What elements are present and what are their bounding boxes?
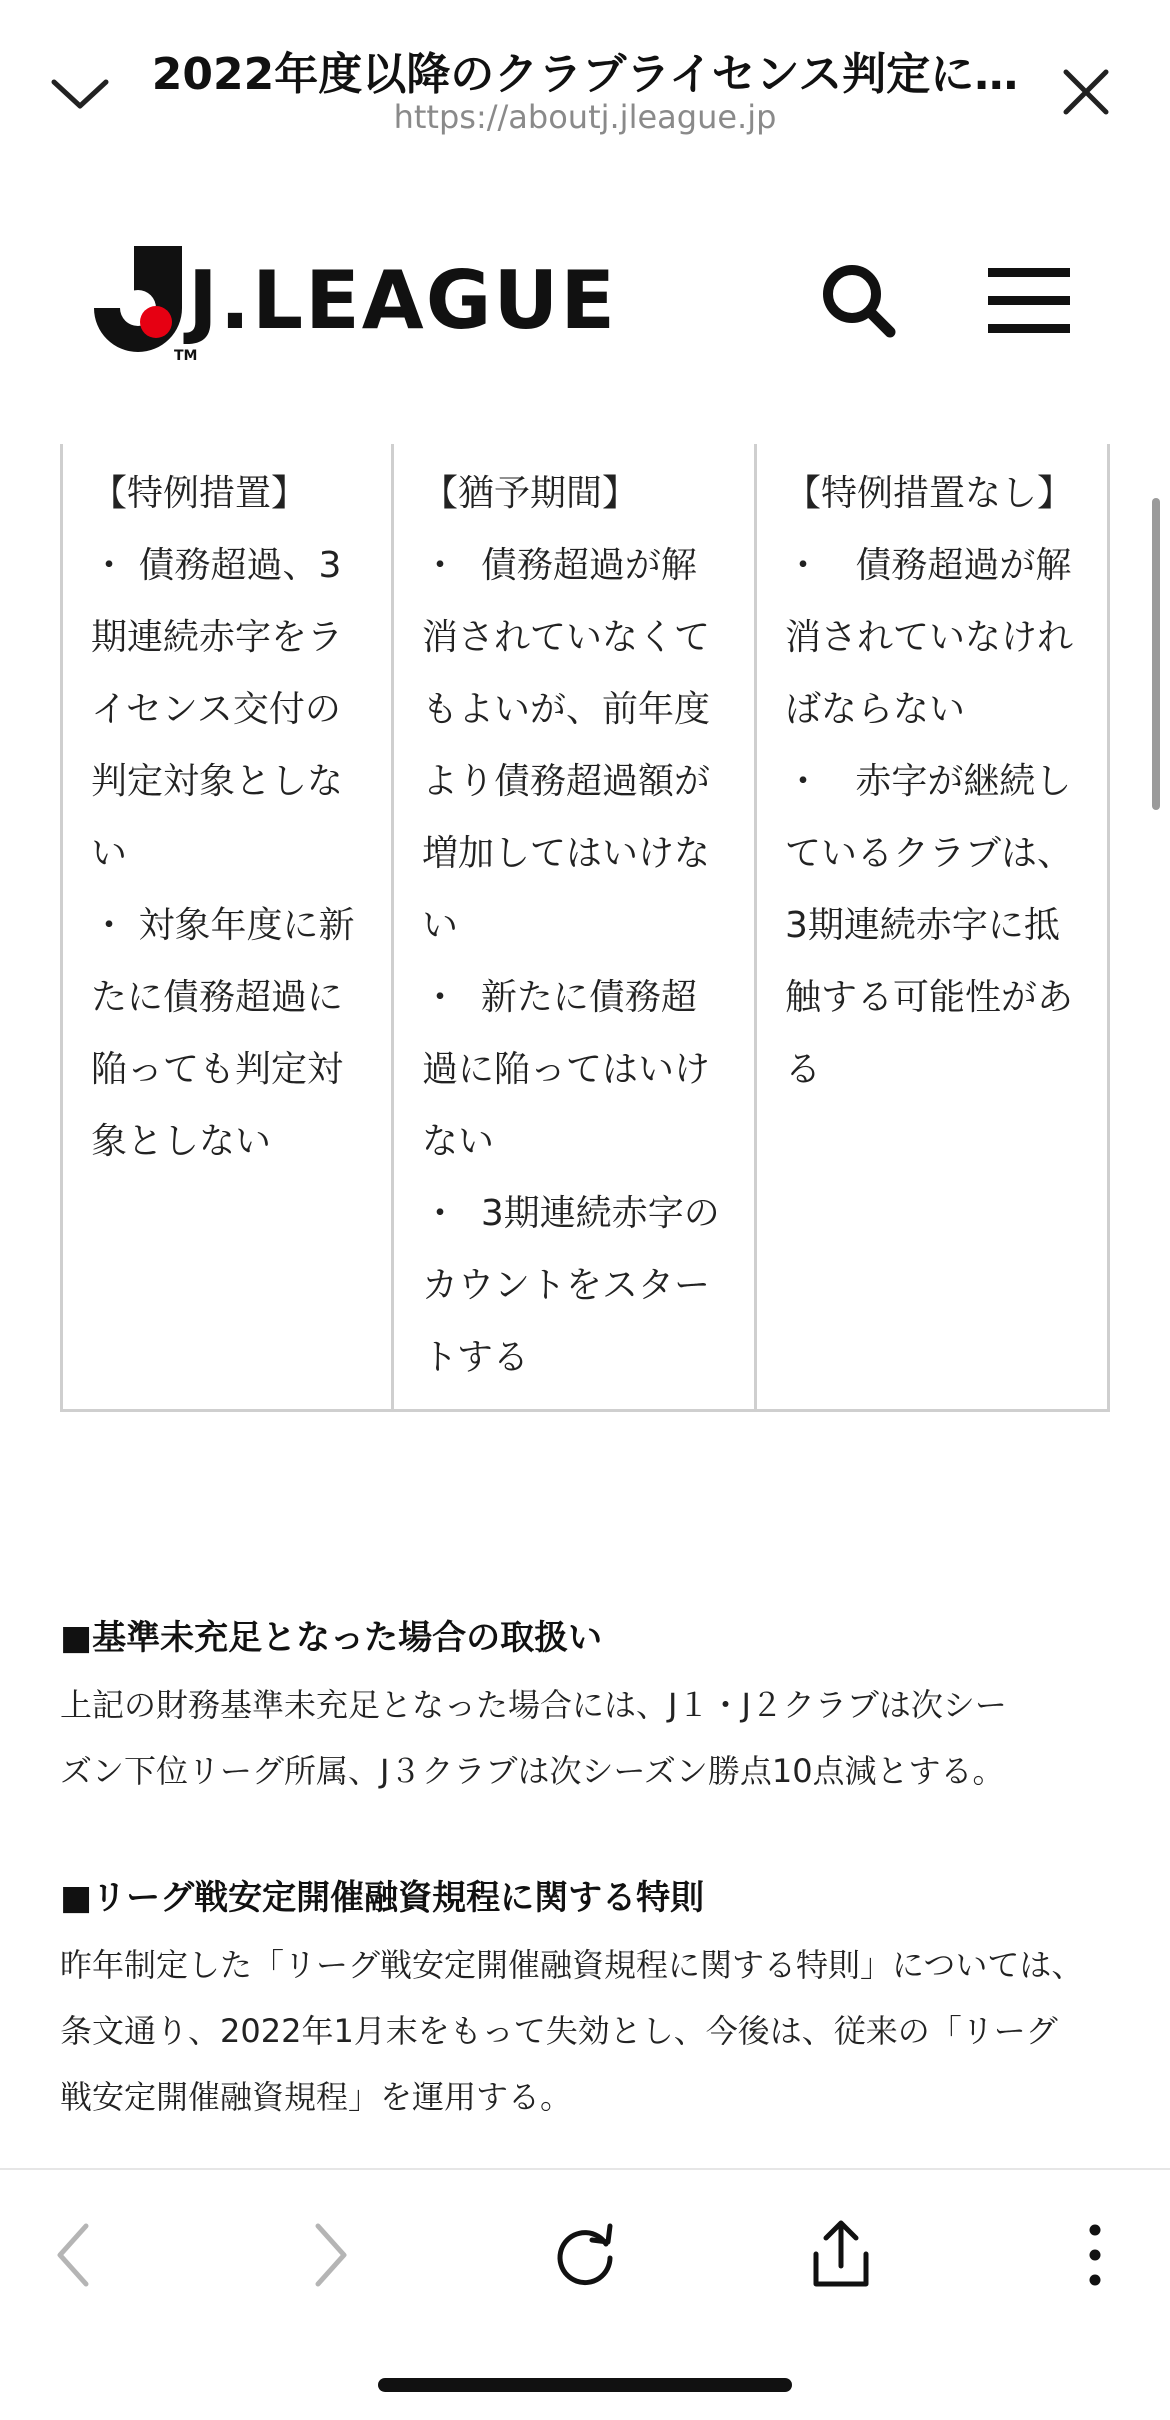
table-cell-line: ばならない — [785, 689, 966, 730]
table-cell-line: たに債務超過に — [91, 977, 344, 1018]
table-cell-line: ない — [422, 1121, 495, 1162]
home-indicator[interactable] — [378, 2378, 792, 2392]
table-cell-text — [785, 458, 1084, 1106]
table-cell-line: ・ 債務超過が解 — [422, 545, 697, 586]
section-body-line: 条文通り、2022年1月末をもって失効とし、今後は、従来の「リーグ — [60, 2012, 1058, 2050]
table-cell-line: イセンス交付の — [91, 689, 341, 730]
table-cell-line: 判定対象としな — [91, 761, 344, 802]
section-loan-rules — [60, 1870, 1120, 2130]
table-cell-line: ・ 赤字が継続し — [785, 761, 1072, 802]
table-cell-line: い — [422, 905, 459, 946]
section-body — [60, 1672, 1120, 1804]
table-cell-line: い — [91, 833, 128, 874]
reload-icon — [540, 2210, 630, 2300]
table-cell-line: ているクラブは、 — [785, 833, 1074, 874]
license-comparison-table — [60, 444, 1110, 1412]
reload-button[interactable] — [540, 2210, 630, 2300]
logo-wordmark: J.LEAGUE — [188, 254, 617, 347]
table-cell-line: 過に陥ってはいけ — [422, 1049, 711, 1090]
hamburger-menu-icon — [986, 260, 1072, 340]
page-url: https://aboutj.jleague.jp — [393, 98, 777, 136]
search-button[interactable] — [818, 260, 898, 340]
table-cell-line: もよいが、前年度 — [422, 689, 711, 730]
browser-top-bar — [0, 0, 1170, 158]
table-cell-line: ・ 債務超過が解 — [785, 545, 1072, 586]
section-heading: ■基準未充足となった場合の取扱い — [60, 1618, 603, 1658]
table-column-special-measures — [63, 444, 394, 1409]
table-cell-line: 期連続赤字をラ — [91, 617, 344, 658]
vertical-scrollbar[interactable] — [1152, 498, 1160, 810]
table-column-no-special-measures — [757, 444, 1110, 1409]
site-header — [0, 156, 1170, 436]
table-cell-line: 【特例措置なし】 — [785, 473, 1074, 514]
table-cell-line: ・ 新たに債務超 — [422, 977, 697, 1018]
section-body-line: 戦安定開催融資規程」を運用する。 — [60, 2078, 573, 2116]
back-arrow-icon — [30, 2210, 120, 2300]
table-cell-line: 触する可能性があ — [785, 977, 1074, 1018]
more-options-button[interactable] — [1050, 2210, 1140, 2300]
table-cell-line: 3期連続赤字に抵 — [785, 905, 1060, 946]
forward-arrow-icon — [284, 2210, 374, 2300]
more-vertical-icon — [1050, 2210, 1140, 2300]
section-body-line: ズン下位リーグ所属、J３クラブは次シーズン勝点10点減とする。 — [60, 1752, 1005, 1790]
share-icon — [796, 2210, 886, 2300]
table-cell-line: 消されていなくて — [422, 617, 711, 658]
table-cell-line: 陥っても判定対 — [91, 1049, 344, 1090]
table-cell-line: ・ 対象年度に新 — [91, 905, 355, 946]
table-cell-line: ・ 債務超過、3 — [91, 545, 342, 586]
section-body-line: 昨年制定した「リーグ戦安定開催融資規程に関する特則」については、 — [60, 1946, 1084, 1984]
section-unmet-criteria — [60, 1610, 1120, 1804]
table-cell-text — [422, 458, 728, 1394]
table-column-grace-period — [394, 444, 757, 1409]
page-title: 2022年度以降のクラブライセンス判定に… — [151, 49, 1019, 100]
jleague-logo-mark — [92, 246, 188, 354]
section-body — [60, 1932, 1120, 2130]
table-cell-text — [91, 458, 365, 1178]
table-cell-line: ・ 3期連続赤字の — [422, 1193, 720, 1234]
table-cell-line: 増加してはいけな — [422, 833, 711, 874]
table-cell-line: る — [785, 1049, 822, 1090]
menu-button[interactable] — [986, 260, 1072, 340]
collapse-button[interactable] — [40, 52, 120, 132]
close-icon — [1046, 52, 1126, 132]
close-button[interactable] — [1046, 52, 1126, 132]
back-button[interactable] — [30, 2210, 120, 2300]
table-cell-line: トする — [422, 1337, 529, 1378]
table-cell-line: より債務超過額が — [422, 761, 711, 802]
section-heading: ■リーグ戦安定開催融資規程に関する特則 — [60, 1878, 705, 1918]
table-cell-line: 【猶予期間】 — [422, 473, 639, 514]
section-body-line: 上記の財務基準未充足となった場合には、J１・J２クラブは次シー — [60, 1686, 1007, 1724]
forward-button[interactable] — [284, 2210, 374, 2300]
table-cell-line: 象としない — [91, 1121, 272, 1162]
table-cell-line: 消されていなけれ — [785, 617, 1074, 658]
share-button[interactable] — [796, 2210, 886, 2300]
logo-trademark: TM — [174, 348, 198, 364]
jleague-logo[interactable] — [92, 246, 617, 366]
chevron-down-icon — [40, 52, 120, 132]
table-cell-line: カウントをスター — [422, 1265, 711, 1306]
search-icon — [818, 260, 898, 340]
table-cell-line: 【特例措置】 — [91, 473, 308, 514]
